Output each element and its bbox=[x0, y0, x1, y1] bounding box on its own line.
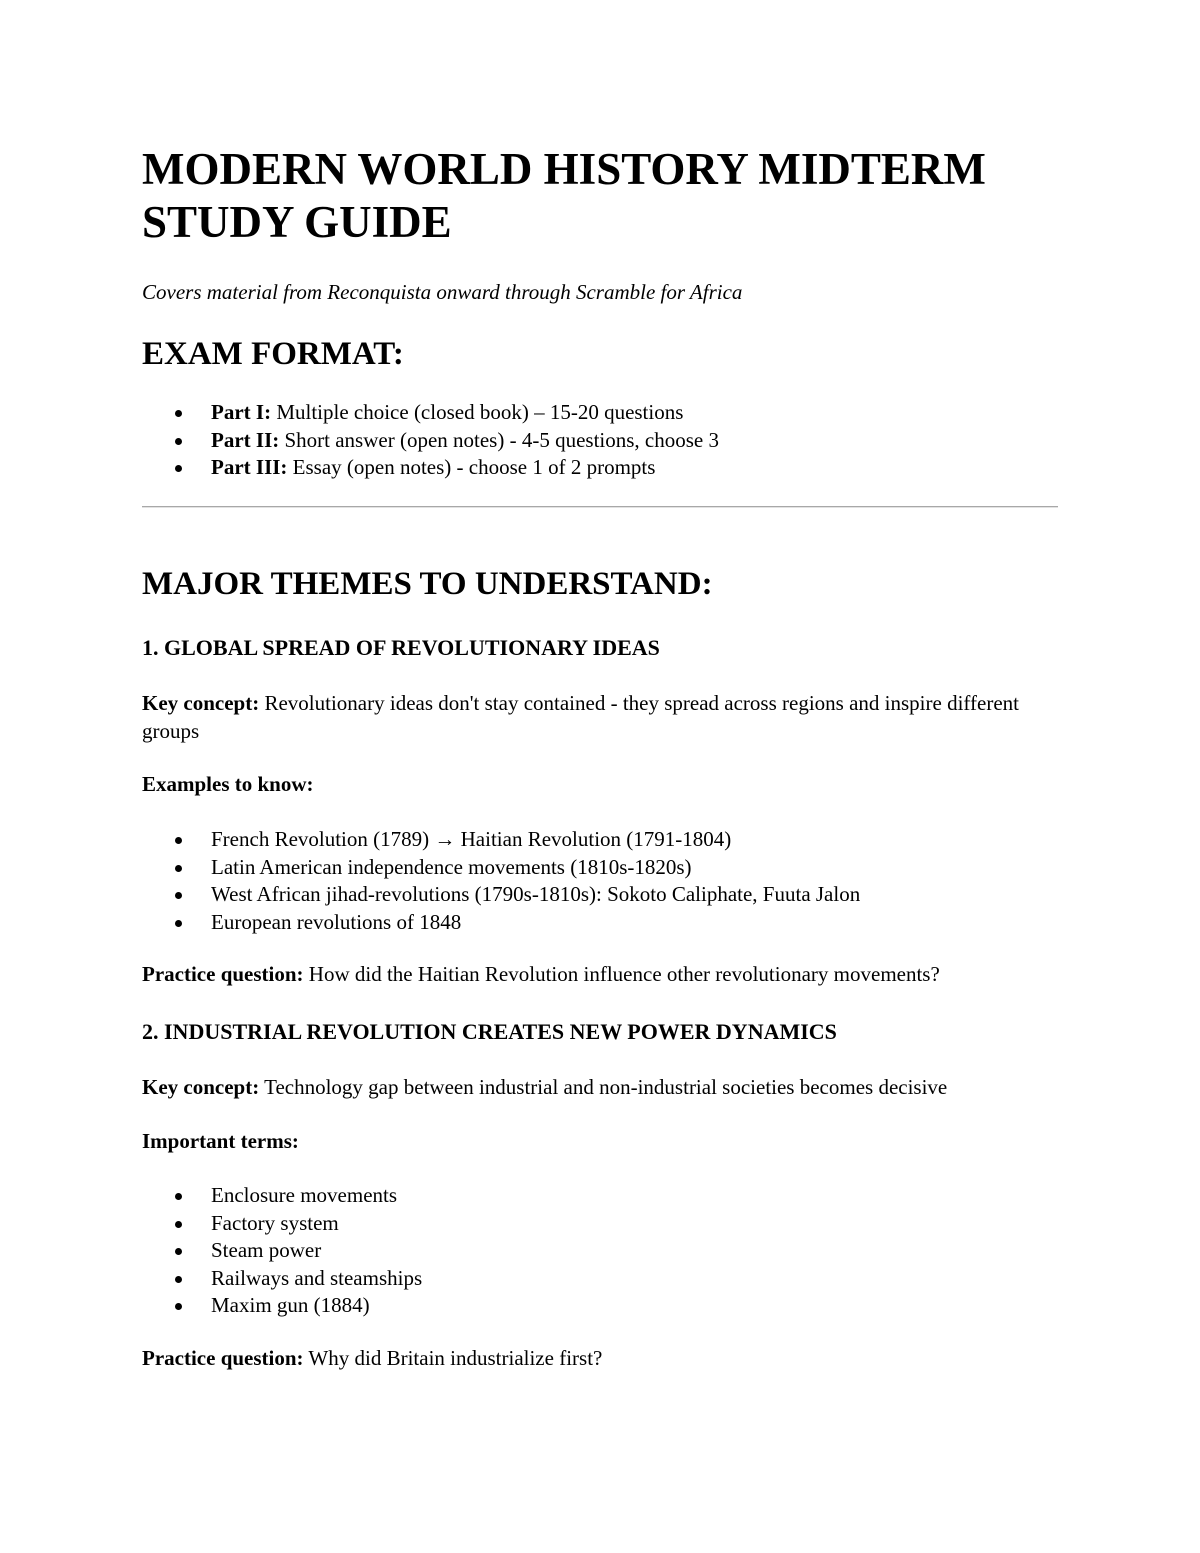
bullet-icon bbox=[175, 1221, 182, 1228]
key-concept bbox=[142, 690, 1058, 745]
subtitle: Covers material from Reconquista onward through Scramble for Africa bbox=[142, 280, 743, 304]
practice-label: Practice question: bbox=[142, 962, 304, 986]
practice-label: Practice question: bbox=[142, 1346, 304, 1370]
practice-text: How did the Haitian Revolution influence other revolutionary movements? bbox=[303, 962, 940, 986]
bullet-icon bbox=[175, 465, 182, 472]
page-title: MODERN WORLD HISTORY MIDTERM STUDY GUIDE bbox=[142, 144, 986, 247]
bullet-icon bbox=[175, 865, 182, 872]
item-text: Short answer (open notes) - 4-5 questions, choose 3 bbox=[279, 427, 719, 452]
key-concept-label: Key concept: bbox=[142, 691, 260, 715]
list-item bbox=[142, 399, 1058, 427]
item-text: Factory system bbox=[211, 1210, 339, 1235]
bullet-icon bbox=[175, 1276, 182, 1283]
themes-heading: MAJOR THEMES TO UNDERSTAND: bbox=[142, 566, 713, 602]
item-label: Part I: bbox=[211, 400, 272, 424]
list-item bbox=[142, 1292, 1058, 1320]
section-heading: 2. INDUSTRIAL REVOLUTION CREATES NEW POWER DYNAMICS bbox=[142, 1019, 837, 1044]
bullet-icon bbox=[175, 892, 182, 899]
list-item bbox=[142, 1237, 1058, 1265]
list-item bbox=[142, 1182, 1058, 1210]
item-text: Railways and steamships bbox=[211, 1265, 423, 1290]
terms-list bbox=[142, 1182, 1058, 1320]
practice-question bbox=[142, 1345, 1058, 1373]
list-item bbox=[142, 854, 1058, 882]
item-text: French Revolution (1789) → Haitian Revolution (1791-1804) bbox=[211, 827, 732, 851]
item-text: Maxim gun (1884) bbox=[211, 1293, 370, 1317]
exam-format-list bbox=[142, 399, 1058, 482]
practice-question bbox=[142, 961, 1058, 989]
list-item bbox=[142, 427, 1058, 455]
bullet-icon bbox=[175, 1248, 182, 1255]
list-item bbox=[142, 909, 1058, 937]
list-item bbox=[142, 454, 1058, 482]
bullet-icon bbox=[175, 1303, 182, 1310]
key-concept-text: Revolutionary ideas don't stay contained - they spread across regions and inspire different groups bbox=[142, 691, 1019, 743]
exam-format-heading: EXAM FORMAT: bbox=[142, 336, 404, 372]
list-label-text: Important terms: bbox=[142, 1129, 299, 1153]
key-concept-label: Key concept: bbox=[142, 1075, 260, 1099]
list-label bbox=[142, 771, 1058, 799]
item-text: West African jihad-revolutions (1790s-1810s): Sokoto Caliphate, Fuuta Jalon bbox=[211, 882, 861, 906]
bullet-icon bbox=[175, 1193, 182, 1200]
list-item bbox=[142, 881, 1058, 909]
key-concept bbox=[142, 1074, 1058, 1102]
bullet-icon bbox=[175, 438, 182, 445]
item-text: Multiple choice (closed book) – 15-20 questions bbox=[271, 400, 684, 424]
item-label: Part III: bbox=[211, 455, 288, 479]
list-label-text: Examples to know: bbox=[142, 772, 314, 796]
examples-list bbox=[142, 826, 1058, 936]
list-item bbox=[142, 1210, 1058, 1238]
item-text: Essay (open notes) - choose 1 of 2 prompts bbox=[287, 455, 656, 479]
bullet-icon bbox=[175, 837, 182, 844]
horizontal-divider bbox=[142, 506, 1058, 508]
item-text: European revolutions of 1848 bbox=[211, 909, 462, 934]
practice-text: Why did Britain industrialize first? bbox=[303, 1346, 603, 1370]
bullet-icon bbox=[175, 410, 182, 417]
list-item bbox=[142, 826, 1058, 854]
item-text: Steam power bbox=[211, 1238, 322, 1262]
list-item bbox=[142, 1265, 1058, 1293]
bullet-icon bbox=[175, 920, 182, 927]
item-text: Latin American independence movements (1810s-1820s) bbox=[211, 854, 692, 879]
item-label: Part II: bbox=[211, 427, 280, 452]
item-text: Enclosure movements bbox=[211, 1183, 398, 1207]
list-label bbox=[142, 1128, 1058, 1156]
key-concept-text: Technology gap between industrial and non-industrial societies becomes decisive bbox=[259, 1075, 948, 1099]
section-heading: 1. GLOBAL SPREAD OF REVOLUTIONARY IDEAS bbox=[142, 635, 660, 660]
